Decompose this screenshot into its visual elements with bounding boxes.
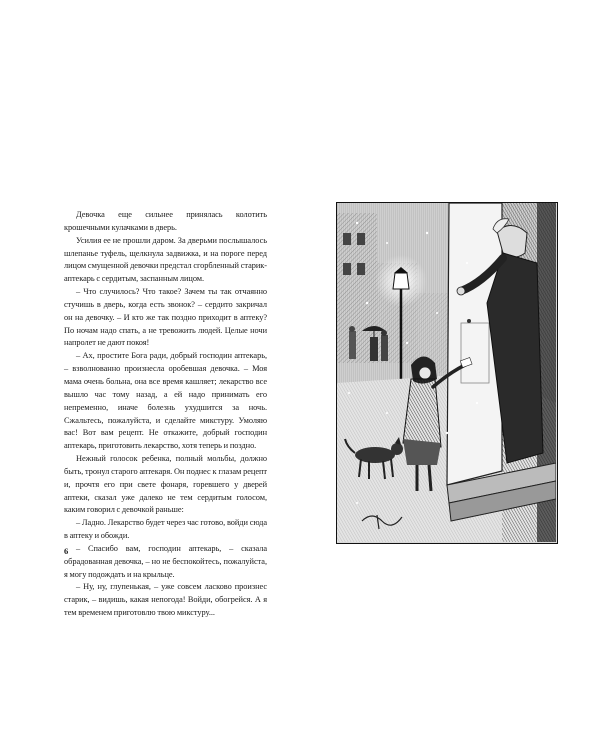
paragraph-3: – Что случилось? Что такое? Зачем ты так отчаянно стучишь в дверь, когда есть звонок? – сердито закричал он на девочку. – И кто же так поздно приходит в аптеку? По ночам надо спать, а не тревожить людей. Целые ночи напролет не дают покоя! (64, 287, 267, 348)
engraving-illustration (336, 202, 558, 544)
paragraph-8: – Ну, ну, глупенькая, – уже совсем ласково произнес старик, – видишь, какая непогода! Войди, обогрейся. А я тем временем приготовлю твою микстуру... (64, 582, 267, 618)
paragraph-5: Нежный голосок ребенка, полный мольбы, должно быть, тронул старого аптекаря. Он поднес к глазам рецепт и, прочтя его при свете фонаря, горевшего у дверей аптеки, сказал уже далеко не тем сердитым голосом, каким говорил с девочкой раньше: (64, 454, 267, 515)
paragraph-1: Девочка еще сильнее принялась колотить крошечными кулачками в дверь. (64, 210, 267, 232)
paragraph-2: Усилия ее не прошли даром. За дверьми послышалось шлепанье туфель, щелкнула задвижка, и на пороге перед лицом смущенной девочки предстал сгорбленный старик-аптекарь с сердитым, заспанным лицом. (64, 235, 267, 284)
paragraph-4: – Ах, простите Бога ради, добрый господин аптекарь, – взволнованно произнесла оробевшая девочка. – Моя мама очень больна, она все время кашляет; лекарство все вышло час тому назад, а ей надо принимать его непременно, иначе болезнь ухудшится за ночь. Сжальтесь, пожалуйста, и сделайте микстуру. Умоляю вас! Вот вам рецепт. Не откажите, добрый господин аптекарь, приготовить лекарство, хотя теперь и поздно. (64, 351, 267, 451)
paragraph-6: – Ладно. Лекарство будет через час готово, войди сюда в аптеку и обожди. (64, 518, 267, 541)
illustration-icon (337, 203, 556, 542)
paragraph-7: – Спасибо вам, господин аптекарь, – сказала обрадованная девочка, – но не беспокойтесь, пожалуйста, я могу подождать и на крыльце. (64, 543, 267, 579)
text-column (64, 209, 267, 620)
page-number: 6 (64, 546, 69, 556)
